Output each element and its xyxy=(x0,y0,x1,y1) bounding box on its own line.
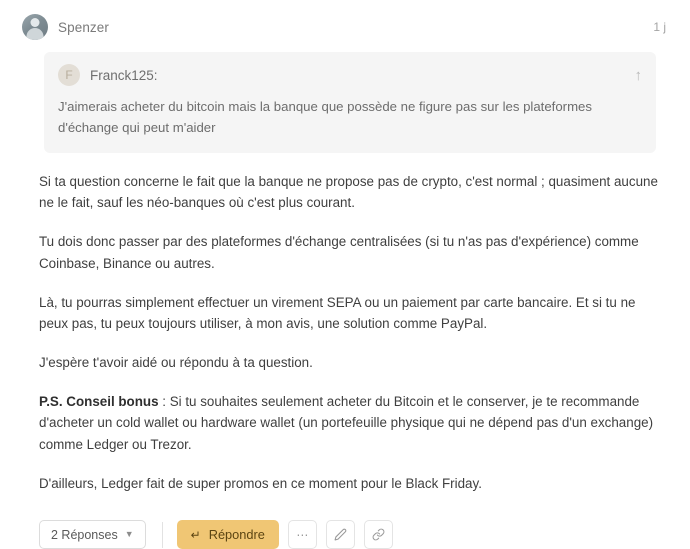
paragraph-5 xyxy=(39,391,665,456)
post-author[interactable]: Spenzer xyxy=(58,19,109,35)
quote-author[interactable]: Franck125: xyxy=(90,67,158,83)
avatar[interactable] xyxy=(22,14,48,40)
reply-arrow-icon: ↵ xyxy=(190,527,201,542)
post-header xyxy=(22,10,668,44)
action-divider xyxy=(162,522,163,548)
paragraph-4: J'espère t'avoir aidé ou répondu à ta question. xyxy=(39,354,313,370)
reply-button[interactable] xyxy=(177,520,279,549)
more-options-button[interactable] xyxy=(288,520,317,549)
replies-button[interactable] xyxy=(39,520,146,549)
paragraph-3: Là, tu pourras simplement effectuer un virement SEPA ou un paiement par carte bancaire. Et si tu ne peux pas, tu peux toujours utiliser, à mon avis, une solution comme PayPal. xyxy=(39,294,636,332)
link-icon xyxy=(372,528,385,541)
replies-count-label: 2 Réponses xyxy=(51,527,118,542)
quote-text: J'aimerais acheter du bitcoin mais la banque que possède ne figure pas sur les plateformes d'échange qui peut m'aider xyxy=(58,99,592,136)
post-body xyxy=(39,171,665,495)
quoted-message xyxy=(44,52,656,153)
paragraph-1: Si ta question concerne le fait que la banque ne propose pas de crypto, c'est normal ; quasiment aucune ne le fait, sauf les néo-banques où c'est plus courant. xyxy=(39,173,658,211)
ellipsis-icon: ⋯ xyxy=(296,527,309,542)
bonus-tip-label: P.S. Conseil bonus xyxy=(39,393,159,409)
bonus-tip-text: : Si tu souhaites seulement acheter du Bitcoin et le conserver, je te recommande d'acheter un cold wallet ou hardware wallet (un portefeuille physique qui ne dépend pas d'un exchange) comme Ledger ou Trezor. xyxy=(39,393,654,453)
pencil-icon xyxy=(334,528,347,541)
copy-link-button[interactable] xyxy=(364,520,393,549)
chevron-up-icon[interactable]: ↑ xyxy=(634,66,642,84)
quote-header xyxy=(58,64,642,86)
edit-button[interactable] xyxy=(326,520,355,549)
paragraph-6: D'ailleurs, Ledger fait de super promos en ce moment pour le Black Friday. xyxy=(39,475,482,491)
post-timestamp: 1 j xyxy=(653,20,666,34)
post-actions xyxy=(39,520,668,549)
paragraph-2: Tu dois donc passer par des plateformes d'échange centralisées (si tu n'as pas d'expérience) comme Coinbase, Binance ou autres. xyxy=(39,234,639,271)
reply-button-label: Répondre xyxy=(208,527,265,543)
chevron-down-icon: ▼ xyxy=(124,529,134,540)
quote-avatar[interactable]: F xyxy=(58,64,80,86)
